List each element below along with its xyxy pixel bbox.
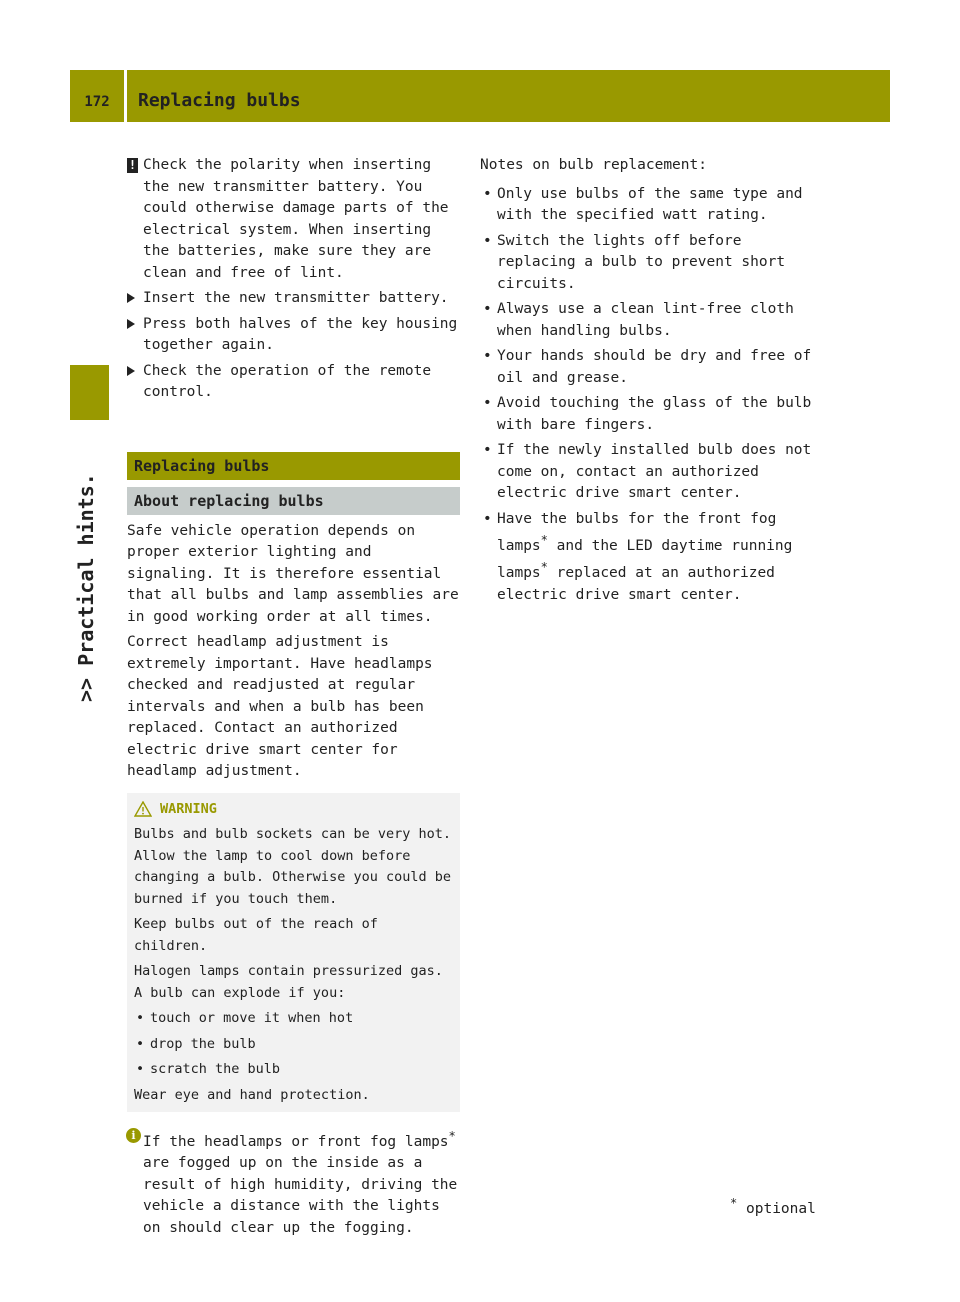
right-column (480, 155, 815, 610)
step-item (127, 361, 460, 404)
warning-header (134, 799, 453, 821)
warning-box (127, 793, 460, 1113)
polarity-note-text: Check the polarity when inserting the new transmitter battery. You could otherwise damage parts of the electrical system. When inserting the batteries, make sure they are clean and free of lint. (143, 157, 449, 281)
step-text: Check the operation of the remote control. (143, 362, 432, 400)
optional-star: * (540, 560, 548, 575)
left-column (127, 155, 460, 1243)
body-paragraph: Safe vehicle operation depends on proper exterior lighting and signaling. It is therefore essential that all bulbs and lamp assemblies are in good working order at all times. (127, 522, 459, 625)
info-text-a: If the headlamps or front fog lamps (143, 1133, 449, 1150)
polarity-note (127, 155, 460, 284)
step-text: Insert the new transmitter battery. (143, 290, 449, 306)
side-tab-label: >> Practical hints. (74, 473, 98, 702)
warning-triangle-icon (134, 801, 152, 817)
warning-text: Halogen lamps contain pressurized gas. A bulb can explode if you: (134, 963, 443, 1001)
page-number: 172 (84, 94, 110, 110)
arrow-step-icon (127, 366, 135, 376)
notes-bullet: • Switch the lights off before replacing a bulb to prevent short circuits. (480, 231, 815, 296)
page-title: Replacing bulbs (138, 90, 301, 111)
notes-bullet: • Always use a clean lint-free cloth when handling bulbs. (480, 299, 815, 342)
optional-star: * (730, 1196, 738, 1210)
notes-bullet: • If the newly installed bulb does not come on, contact an authorized electric drive smart center. (480, 440, 815, 505)
notes-text-a: Have the bulbs for the front fog lamps (497, 510, 777, 554)
arrow-step-icon (127, 319, 135, 329)
optional-label: optional (737, 1200, 816, 1217)
notes-bullet: • Only use bulbs of the same type and with the specified watt rating. (480, 184, 815, 227)
step-item (127, 314, 460, 357)
info-icon: i (126, 1128, 141, 1143)
step-item (127, 288, 460, 310)
warning-title: WARNING (160, 800, 217, 817)
arrow-step-icon (127, 293, 135, 303)
notes-intro: Notes on bulb replacement: (480, 157, 707, 173)
footer-optional-legend (730, 1196, 816, 1217)
step-text: Press both halves of the key housing together again. (143, 315, 458, 353)
notes-text-b: and the LED daytime running lamps (497, 537, 793, 582)
warning-text: Bulbs and bulb sockets can be very hot. Allow the lamp to cool down before changing a bulb. Otherwise you could be burned if you touch them. (134, 826, 451, 907)
notes-bullet (480, 509, 815, 607)
side-tab-block (70, 365, 109, 420)
notes-text-c: replaced at an authorized electric drive smart center. (497, 565, 775, 603)
info-note (127, 1126, 460, 1239)
warning-bullet: • drop the bulb (134, 1034, 453, 1056)
warning-bullet: • touch or move it when hot (134, 1008, 453, 1030)
optional-star: * (448, 1129, 456, 1143)
warning-text: Keep bulbs out of the reach of children. (134, 916, 378, 954)
info-text-b: are fogged up on the inside as a result of high humidity, driving the vehicle a distance with the lights on should clear up the fogging. (143, 1155, 458, 1236)
body-paragraph: Correct headlamp adjustment is extremely important. Have headlamps checked and readjusted at regular intervals and when a bulb has been replaced. Contact an authorized electric drive smart center for headlamp adjustment. (127, 634, 433, 779)
warning-bullet: • scratch the bulb (134, 1059, 453, 1081)
subsection-heading: About replacing bulbs (127, 487, 460, 515)
header-separator (124, 70, 127, 122)
optional-star: * (540, 533, 548, 547)
section-heading: Replacing bulbs (127, 452, 460, 480)
notes-bullet: • Your hands should be dry and free of oil and grease. (480, 346, 815, 389)
notes-bullet: • Avoid touching the glass of the bulb with bare fingers. (480, 393, 815, 436)
exclamation-icon: ! (128, 158, 137, 172)
warning-text: Wear eye and hand protection. (134, 1086, 370, 1103)
